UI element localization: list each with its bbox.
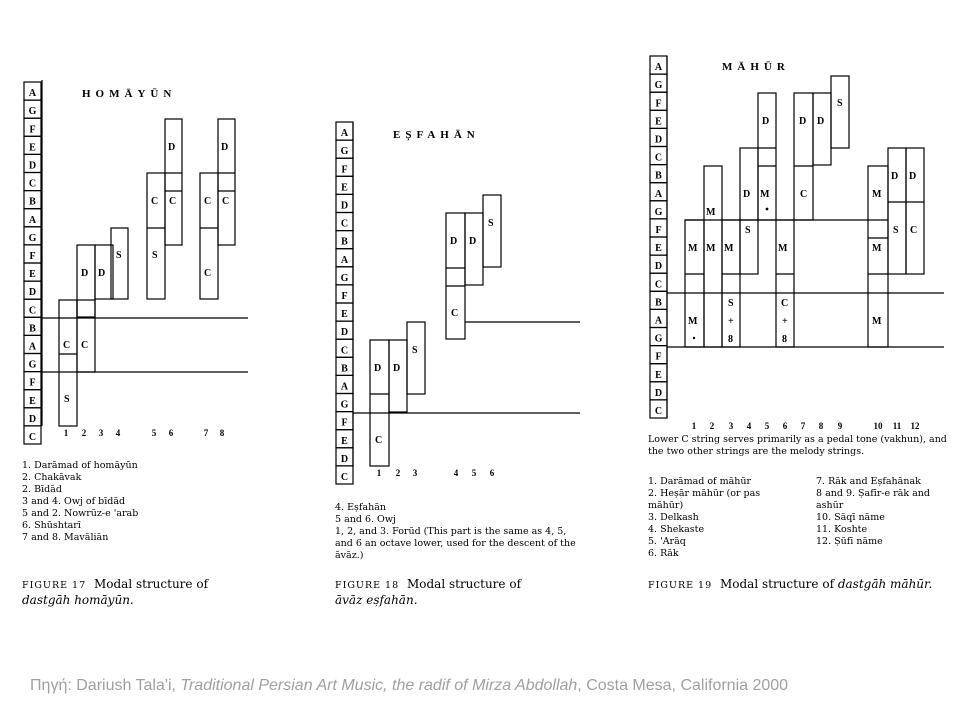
note-letter: F — [655, 351, 662, 363]
range-box-12 — [906, 148, 924, 274]
caption-emphasis: dastgāh māhūr. — [837, 577, 933, 591]
note-letter: G — [654, 206, 663, 218]
box-label: C — [375, 435, 383, 446]
column-number: 1 — [691, 421, 697, 431]
figure-18-legend — [335, 502, 585, 562]
note-letter: E — [655, 369, 662, 381]
box-label: D — [909, 171, 917, 182]
range-box-4 — [740, 148, 758, 274]
legend-item: 5. 'Arāq — [648, 536, 686, 547]
note-letter: B — [341, 363, 348, 375]
legend-item: 5 and 6. Owj — [335, 514, 396, 525]
box-label: D — [450, 236, 458, 247]
column-number: 6 — [168, 428, 174, 438]
column-number: 11 — [892, 421, 902, 431]
note-letter: D — [340, 453, 349, 465]
legend-item: 3. Delkash — [648, 512, 699, 523]
note-letter: F — [655, 225, 662, 236]
column-number: 5 — [764, 421, 770, 431]
note-letter: E — [341, 309, 348, 321]
note-letter: E — [29, 395, 36, 407]
box-label: + — [782, 316, 788, 327]
column-number: 7 — [203, 428, 209, 438]
box-label: D — [799, 116, 807, 127]
box-label: C — [800, 189, 808, 200]
box-label: C — [204, 196, 212, 207]
note-letter: A — [654, 188, 663, 200]
figure-18-diagram — [336, 122, 580, 484]
box-label: D — [168, 142, 176, 153]
note-letter: C — [28, 432, 37, 443]
legend-item: 10. Sāqī nāme — [816, 512, 885, 523]
box-label: M — [872, 189, 882, 200]
note-letter: D — [654, 261, 663, 273]
column-number: 4 — [746, 421, 752, 431]
legend-item: 1. Darāmad of māhūr — [648, 476, 752, 487]
note-letter: D — [654, 134, 663, 146]
note-letter: E — [655, 116, 662, 128]
figure-18-column-numbers — [377, 468, 495, 478]
source-title: Traditional Persian Art Music, the radif of Mirza Abdollah — [180, 677, 578, 694]
column-number: 1 — [376, 468, 382, 478]
note-letter: A — [340, 254, 349, 266]
note-letter: A — [654, 315, 663, 327]
legend-item: 2. Heșār māhūr (or pas māhūr) — [648, 488, 761, 511]
figure-18-note-column — [336, 122, 353, 484]
note-letter: C — [654, 152, 663, 164]
box-label: 8 — [782, 334, 787, 345]
note-letter: A — [28, 341, 37, 353]
column-number: 5 — [471, 468, 477, 478]
box-label: D — [81, 268, 89, 279]
note-letter: G — [28, 359, 37, 371]
column-number: 4 — [453, 468, 459, 478]
note-letter: A — [340, 128, 349, 140]
box-label: C — [169, 196, 177, 207]
figure-19-caption — [648, 577, 932, 593]
box-label: D — [393, 363, 401, 374]
range-box-2 — [389, 340, 407, 412]
caption-emphasis: āvāz eșfahān. — [335, 593, 418, 607]
legend-item: 1. Darāmad of homāyūn — [22, 460, 138, 471]
note-letter: C — [340, 345, 349, 357]
box-label: D — [221, 142, 229, 153]
box-label: C — [151, 196, 159, 207]
note-letter: E — [341, 182, 348, 194]
note-letter: E — [341, 435, 348, 447]
note-letter: F — [341, 164, 348, 176]
figure-17-caption — [22, 577, 208, 608]
column-number: 2 — [709, 421, 715, 431]
box-label: S — [488, 218, 494, 229]
legend-item: 6. Rāk — [648, 548, 679, 559]
source-citation — [30, 677, 788, 695]
note-letter: F — [655, 98, 662, 110]
note-letter: F — [29, 124, 36, 136]
note-letter: A — [28, 88, 37, 100]
legend-item: 2. Bīdād — [22, 484, 62, 495]
note-letter: E — [655, 243, 662, 255]
range-box-11 — [888, 148, 906, 274]
legend-item: 6. Shūshtarī — [22, 520, 81, 531]
box-label: M — [778, 243, 788, 254]
legend-item: 5 and 2. Nowrūz-e 'arab — [22, 508, 139, 519]
column-number: 8 — [818, 421, 824, 431]
note-letter: F — [341, 417, 348, 429]
box-label: C — [222, 196, 230, 207]
box-label: D — [98, 268, 106, 279]
column-number: 5 — [151, 428, 157, 438]
note-letter: G — [340, 272, 349, 284]
range-box-1 — [59, 300, 77, 426]
range-box-3 — [722, 220, 740, 347]
range-box-3 — [407, 322, 425, 394]
range-box-6 — [776, 220, 794, 347]
box-label: 8 — [728, 334, 733, 345]
box-label: C — [781, 298, 789, 309]
range-box-8 — [218, 119, 235, 245]
range-box-2 — [704, 166, 722, 347]
note-letter: C — [654, 279, 663, 291]
legend-column-right — [816, 476, 960, 560]
note-letter: B — [341, 236, 348, 248]
caption-label: FIGURE 18 — [335, 580, 400, 591]
column-number: 3 — [98, 428, 104, 438]
note-letter: B — [655, 297, 662, 309]
box-label: C — [451, 308, 459, 319]
caption-label: FIGURE 17 — [22, 580, 87, 591]
column-number: 6 — [489, 468, 495, 478]
legend-item: 7 and 8. Mavāliān — [22, 532, 109, 543]
legend-item: 4. Eșfahān — [335, 502, 386, 513]
box-label: D — [762, 116, 770, 127]
figure-19-legend — [648, 476, 960, 560]
range-box-2 — [77, 300, 95, 372]
box-label: M — [688, 243, 698, 254]
note-letter: A — [28, 214, 37, 226]
box-label: M — [760, 189, 770, 200]
legend-item: 4. Shekaste — [648, 524, 705, 535]
legend-item: 12. Șūfī nāme — [816, 536, 883, 547]
figure-19-diagram — [650, 56, 944, 431]
box-label: + — [728, 316, 734, 327]
legend-column-left — [648, 476, 798, 560]
figure-19-note: Lower C string serves primarily as a pedal tone (vakhun), and the two other strings are the melody strings. — [648, 434, 947, 457]
note-letter: G — [654, 80, 663, 92]
caption-emphasis: dastgāh homāyūn. — [22, 593, 134, 607]
figure-18-title: EȘFAHĀN — [393, 129, 480, 141]
figure-17-column-numbers — [64, 428, 225, 438]
column-number: 6 — [782, 421, 788, 431]
box-label: S — [64, 394, 70, 405]
note-letter: G — [340, 399, 349, 411]
caption-label: FIGURE 19 — [648, 580, 713, 591]
figure-19-note-column — [650, 56, 667, 418]
range-box-5 — [147, 173, 165, 299]
note-letter: D — [28, 413, 37, 425]
box-label: D — [891, 171, 899, 182]
box-label: M — [872, 243, 882, 254]
column-number: 3 — [412, 468, 418, 478]
range-box-8 — [813, 93, 831, 165]
note-letter: B — [29, 196, 36, 208]
note-letter: F — [29, 251, 36, 262]
column-number: 1 — [63, 428, 69, 438]
note-letter: A — [654, 62, 663, 74]
source-prefix: Πηγή: Dariush Tala'i, — [30, 677, 181, 694]
note-letter: E — [29, 269, 36, 281]
note-letter: B — [29, 323, 36, 335]
figure-17-title: HOMĀYŪN — [82, 88, 177, 100]
legend-item: 1, 2, and 3. Forūd (This part is the same as 4, 5, and 6 an octave lower, used for the descent of the āvāz.) — [335, 526, 576, 561]
legend-item: 11. Koshte — [816, 524, 868, 535]
caption-text: Modal structure of — [719, 577, 835, 591]
note-letter: G — [28, 232, 37, 244]
box-label: C — [63, 340, 71, 351]
note-letter: F — [341, 291, 348, 302]
note-letter: E — [29, 142, 36, 154]
legend-item: 3 and 4. Owj of bīdād — [22, 496, 126, 507]
note-letter: F — [29, 377, 36, 389]
note-letter: G — [28, 106, 37, 118]
range-box-9 — [831, 76, 849, 148]
box-label: M — [688, 316, 698, 327]
box-label: M — [724, 243, 734, 254]
box-label: D — [743, 189, 751, 200]
box-label: D — [469, 236, 477, 247]
column-number: 10 — [873, 421, 883, 431]
note-letter: D — [340, 327, 349, 339]
column-number: 12 — [910, 421, 920, 431]
column-number: 9 — [837, 421, 843, 431]
figure-19-title: MĀHŪR — [722, 61, 790, 73]
source-suffix: , Costa Mesa, California 2000 — [577, 677, 789, 694]
column-number: 8 — [219, 428, 225, 438]
figure-17-note-column — [24, 82, 41, 444]
legend-item: 8 and 9. Șafīr-e rāk and ashūr — [816, 488, 930, 511]
range-box-3 — [77, 245, 95, 317]
range-box-4 — [446, 213, 465, 339]
range-box-1 — [685, 220, 704, 347]
legend-item: 2. Chakāvak — [22, 472, 82, 483]
box-label: S — [152, 250, 158, 261]
note-letter: C — [654, 406, 663, 417]
box-label: M — [706, 243, 716, 254]
box-label: C — [910, 225, 918, 236]
box-label: S — [116, 250, 122, 261]
box-label: S — [728, 298, 734, 309]
note-letter: G — [340, 146, 349, 158]
column-number: 2 — [81, 428, 87, 438]
range-box-6 — [483, 195, 501, 267]
box-label: D — [374, 363, 382, 374]
range-box-7 — [200, 173, 218, 299]
figure-17-legend — [22, 460, 138, 544]
note-letter: D — [28, 160, 37, 172]
range-box-5 — [758, 93, 776, 220]
box-label: S — [412, 345, 418, 356]
box-label: S — [837, 98, 843, 109]
column-number: 7 — [800, 421, 806, 431]
note-letter: D — [28, 287, 37, 299]
caption-text: Modal structure of — [93, 577, 209, 591]
legend-item: 7. Rāk and Eșfahānak — [816, 476, 921, 487]
note-letter: G — [654, 333, 663, 345]
note-letter: D — [340, 200, 349, 212]
range-box-1 — [370, 340, 389, 466]
box-label: M — [872, 316, 882, 327]
figure-19-column-numbers — [692, 421, 920, 431]
column-number: 2 — [395, 468, 401, 478]
figure-18-caption — [335, 577, 521, 608]
box-label: D — [817, 116, 825, 127]
box-label: S — [745, 225, 751, 236]
range-box-6 — [165, 119, 182, 245]
note-letter: C — [340, 472, 349, 483]
figure-17-diagram — [24, 80, 248, 444]
note-letter: D — [654, 387, 663, 399]
column-number: 4 — [115, 428, 121, 438]
column-number: 3 — [728, 421, 734, 431]
note-letter: A — [340, 381, 349, 393]
box-label: M — [706, 207, 716, 218]
range-box-5 — [465, 213, 483, 285]
note-letter: C — [28, 178, 37, 190]
note-letter: B — [655, 170, 662, 182]
range-box-7 — [794, 93, 813, 220]
note-letter: C — [340, 218, 349, 230]
note-letter: C — [28, 305, 37, 317]
box-label: C — [81, 340, 89, 351]
box-label: S — [893, 225, 899, 236]
box-label: C — [204, 268, 212, 279]
caption-text: Modal structure of — [406, 577, 522, 591]
